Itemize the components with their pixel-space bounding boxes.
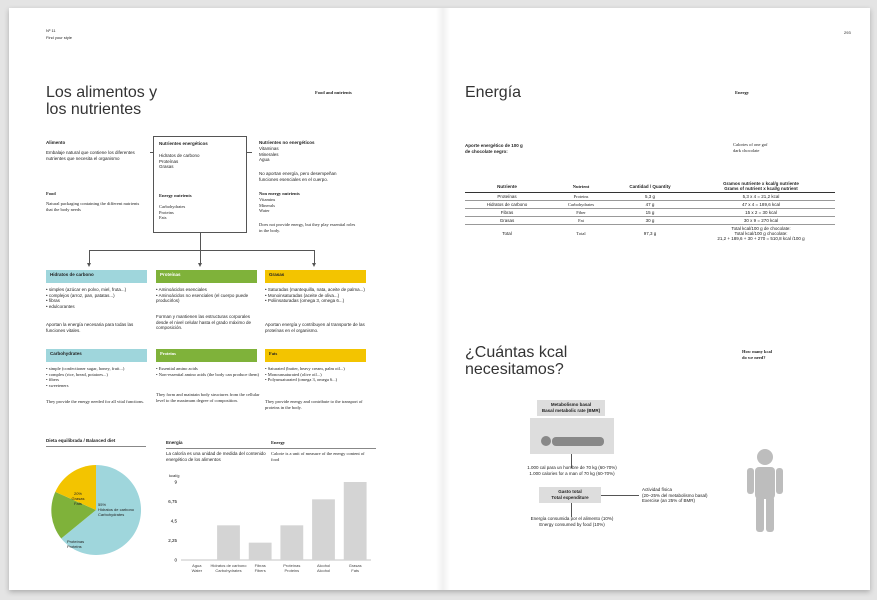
x-tick-label: Fibras (254, 563, 266, 568)
bar (344, 482, 367, 560)
table-cell: 47 g (613, 201, 687, 209)
page-subtitle-left: Food and nutrients (315, 90, 352, 95)
x-tick-label: Alcohol (316, 568, 331, 573)
metabolismo-box: Metabolismo basal Basal metabolic rate (BMR) (537, 400, 605, 416)
connector-line (247, 152, 252, 153)
card-header-grasas: Grasas (265, 270, 366, 283)
kcal-title: ¿Cuántas kcal necesitamos? (465, 344, 568, 378)
nutrition-table (465, 180, 835, 242)
table-cell: 97,3 g (643, 231, 657, 236)
chart-ylabel: kcal/g (169, 473, 180, 478)
table-cell: Grasas (465, 217, 549, 225)
bar (249, 543, 272, 560)
formula-text: 1.000 cal para un hombre de 70 kg (60-70%) 1.000 calories for a man of 70 kg (60-70%) (527, 465, 617, 476)
connector-line (571, 503, 572, 517)
energy-bar-chart (159, 476, 379, 582)
table-cell: 5,3 g (613, 193, 687, 201)
energy-nutrients-items: Carbohydrates Proteins Fats (159, 204, 186, 221)
card-header-proteinas: Proteínas (156, 270, 257, 283)
page-title-right: Energía (465, 84, 522, 101)
non-energy-items: Vitamins Minerals Water (259, 197, 276, 214)
card-foot-proteins: They form and maintain body structures from the cellular level to the maximum degree of composition. (156, 392, 260, 403)
card-foot-carbohydrates: They provide the energy needed for all vital functions. (46, 399, 145, 404)
energy-title: Energy (271, 440, 285, 445)
divider (46, 446, 146, 447)
bar (280, 525, 303, 560)
pie-label-proteinas: Proteínas Proteins (67, 539, 85, 549)
x-tick-label: Water (191, 568, 203, 573)
energia-text: La caloría es una unidad de medida del contenido energético de los alimentos (166, 451, 266, 462)
page-number-left: Nº 11 (46, 28, 56, 33)
table-cell: Total (576, 231, 586, 236)
table-header: Nutriente (465, 180, 549, 193)
no-energeticos-items: Vitaminas Minerales Agua (259, 146, 279, 163)
connector-line (200, 233, 201, 250)
table-cell: Total kcal/100 g de chocolate: Total kcal/100 g chocolate: 21,2 + 189,6 + 30 + 270 = 510,8 kcal /100 g (717, 226, 805, 241)
food-title: Food (46, 191, 56, 196)
card-body-grasas: • Saturadas (mantequilla, nata, aceite de palma...) • Monoinsaturadas (aceite de oliva...) • Poliinsaturadas (omega 3, omega 6...) (265, 287, 365, 304)
table-cell: 15 g (613, 209, 687, 217)
table-cell: 5,3 x 4 = 21,2 kcal (687, 193, 835, 201)
energia-title: Energía (166, 440, 183, 445)
gasto-box: Gasto total Total expenditure (539, 487, 601, 503)
table-row (465, 193, 835, 201)
table-cell: Fiber (549, 209, 613, 217)
x-tick-label: Fats (351, 568, 360, 573)
divider (166, 448, 376, 449)
table-cell: 30 g (613, 217, 687, 225)
card-body-fats: • Saturated (butter, heavy cream, palm oil...) • Monounsaturated (olive oil...) • Polyunsaturated (omega 3, omega 6...) (265, 366, 345, 383)
energeticos-title: Nutrientes energéticos (159, 141, 208, 146)
person-standing-icon (745, 448, 785, 534)
consumo-text: Energía consumida por el alimento (10%) Energy consumed by food (10%) (530, 516, 614, 527)
non-energy-title: Non energy nutrients (259, 191, 300, 196)
arrow-down-icon (87, 263, 91, 267)
alimento-title: Alimento (46, 140, 66, 145)
x-tick-label: Proteins (284, 568, 300, 573)
page-subtitle-right: Energy (735, 90, 749, 95)
x-tick-label: Fibers (254, 568, 266, 573)
food-text: Natural packaging containing the different nutrients that the body needs (46, 201, 140, 212)
y-tick-label: 0 (174, 557, 177, 563)
card-foot-grasas: Aportan energía y contribuyen al transporte de las proteínas en el organismo. (265, 322, 365, 333)
x-tick-label: Carbohydrates (215, 568, 242, 573)
connector-line (150, 152, 153, 153)
card-body-proteinas: • Aminoácidos esenciales • Aminoácidos no esenciales (el cuerpo puede producirlos) (156, 287, 249, 304)
energy-nutrients-title: Energy nutrients (159, 193, 192, 198)
y-tick-label: 9 (174, 479, 177, 485)
bar (217, 525, 240, 560)
connector-line (314, 250, 315, 264)
arrow-down-icon (312, 263, 316, 267)
card-foot-fats: They provide energy and contribute to the transport of proteins in the body. (265, 399, 363, 410)
connector-line (200, 250, 201, 264)
kcal-subtitle: How many kcal do we need? (742, 349, 773, 360)
bar (312, 499, 335, 560)
card-body-hidratos: • simples (azúcar en polvo, miel, fruta...) • complejos (arroz, pan, patatas...) • fibras • edulcorantes (46, 287, 127, 309)
table-row (465, 225, 835, 243)
card-foot-proteinas: Forman y mantienen las estructuras corporales desde el nivel celular hasta el grado máximo de composición. (156, 314, 252, 331)
book-gutter (436, 8, 450, 590)
energy-nutrients-box (153, 136, 247, 233)
table-cell: Proteins (549, 193, 613, 201)
arrow-down-icon (198, 263, 202, 267)
card-header-proteins: Proteins (156, 349, 257, 362)
card-body-carbohydrates: • simple (confectioner sugar, honey, fruit...) • complex (rice, bread, potatoes...) • fibers • sweeteners (46, 366, 125, 388)
table-cell: 47 x 4 = 189,6 kcal (687, 201, 835, 209)
x-tick-label: Grasas (348, 563, 362, 568)
card-foot-hidratos: Aportan la energía necesaria para todas las funciones vitales. (46, 322, 134, 333)
card-header-carbohydrates: Carbohydrates (46, 349, 147, 362)
page-number-right: 293 (844, 30, 851, 35)
table-cell: Fibras (465, 209, 549, 217)
person-lying-icon (530, 418, 614, 454)
card-header-fats: Fats (265, 349, 366, 362)
actividad-text: Actividad física (20–25% del metabolismo basal) Exercise (an 25% of BMR) (642, 487, 708, 504)
card-header-hidratos: Hidratos de carbono (46, 270, 147, 283)
table-cell: Proteínas (465, 193, 549, 201)
connector-line (601, 495, 639, 496)
no-energeticos-text: No aportan energía, pero desempeñan funciones esenciales en el cuerpo. (259, 171, 337, 182)
x-tick-label: Proteínas (283, 563, 301, 568)
aporte-title-en: Calories of one gof dark chocolate (733, 142, 768, 153)
table-cell: Hidratos de carbono (465, 201, 549, 209)
y-tick-label: 6,75 (168, 499, 177, 504)
non-energy-text: Does not provide energy, but they play essential roles in the body. (259, 222, 356, 233)
page-title-left: Los alimentos y los nutrientes (46, 84, 158, 118)
table-row (465, 217, 835, 225)
table-cell: Fat (549, 217, 613, 225)
table-row (465, 201, 835, 209)
y-tick-label: 2,25 (168, 538, 177, 543)
diet-title: Dieta equilibrada / Balanced diet (46, 438, 116, 443)
x-tick-label: Alcohol (316, 563, 331, 568)
table-cell: 15 x 2 = 30 kcal (687, 209, 835, 217)
table-row (465, 209, 835, 217)
table-cell: 30 x 9 = 270 kcal (687, 217, 835, 225)
pie-label-grasas: 20% Grasas Fats (71, 491, 85, 506)
x-tick-label: Hidratos de carbono (210, 563, 247, 568)
connector-line (89, 250, 90, 264)
y-tick-label: 4,5 (170, 518, 177, 524)
card-body-proteins: • Essential amino acids • Non-essential amino acids (the body can produce them) (156, 366, 260, 377)
aporte-title: Aporte energético de 100 g de chocolate negro: (465, 143, 523, 154)
energeticos-items: Hidratos de carbono Proteínas Grasas (159, 153, 200, 170)
pie-label-hidratos: 55% Hidratos de carbono Carbohydrates (98, 502, 135, 517)
connector-line (89, 250, 314, 251)
table-cell: Total (502, 231, 512, 236)
table-header: Gramos nutriente x kcal/g nutriente Grams of nutrient x kcal/g nutrient (687, 180, 835, 193)
running-header: Find your style (46, 35, 73, 40)
x-tick-label: Agua (192, 563, 202, 568)
alimento-text: Embalaje natural que contiene los diferentes nutrientes que necesita el organismo (46, 150, 135, 161)
table-header: Nutrient (549, 180, 613, 193)
no-energeticos-title: Nutrientes no energéticos (259, 140, 315, 145)
table-cell: Carbohydrates (549, 201, 613, 209)
table-header: Cantidad / Quantity (613, 180, 687, 193)
energy-text: Calorie is a unit of measure of the energy content of food (271, 451, 365, 462)
book-spread (9, 8, 870, 590)
